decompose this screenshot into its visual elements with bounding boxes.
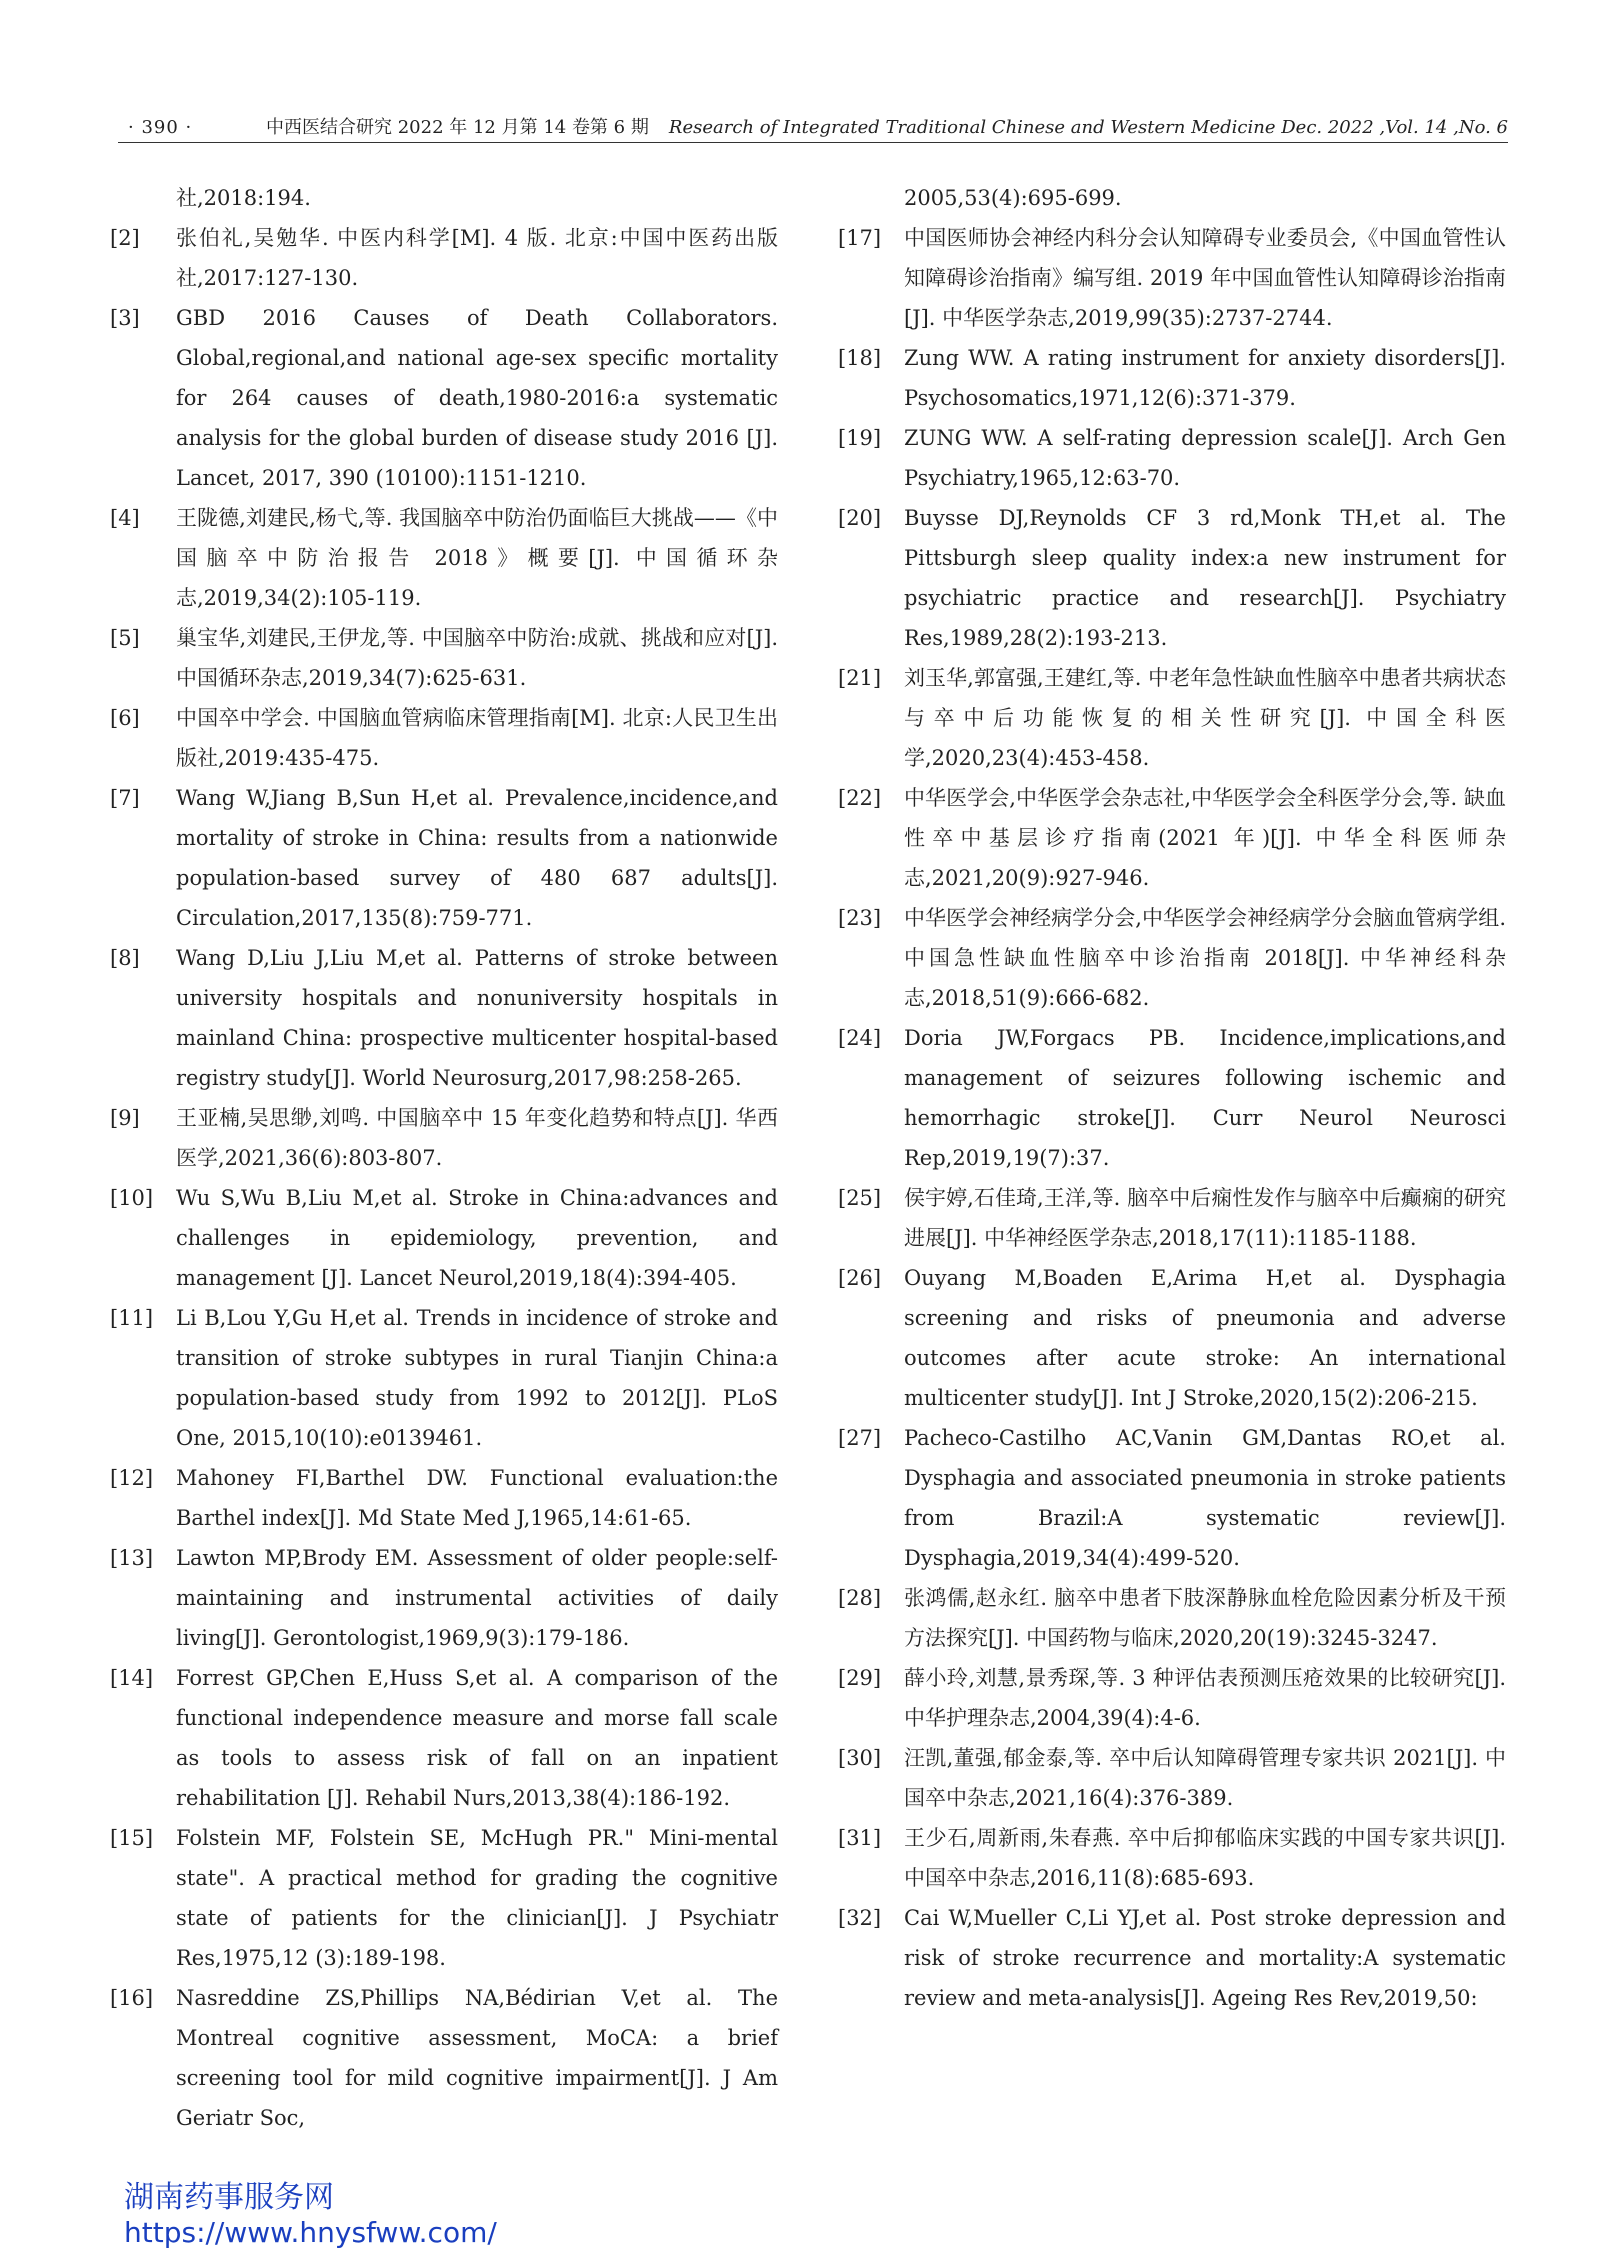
reference-item bbox=[838, 418, 1506, 498]
reference-text: 社,2018:194. bbox=[176, 186, 311, 210]
reference-text: 中国卒中学会. 中国脑血管病临床管理指南[M]. 北京:人民卫生出版社,2019:435-475. bbox=[176, 706, 778, 770]
reference-text: 张伯礼,吴勉华. 中医内科学[M]. 4 版. 北京:中国中医药出版社,2017:127-130. bbox=[176, 226, 778, 290]
reference-number: [16] bbox=[110, 1986, 154, 2010]
reference-item bbox=[838, 1898, 1506, 2018]
reference-item bbox=[110, 1658, 778, 1818]
reference-text: Cai W,Mueller C,Li YJ,et al. Post stroke depression and risk of stroke recurrence and mortality:A systematic review and meta-analysis[J]. Ageing Res Rev,2019,50: bbox=[904, 1906, 1506, 2010]
reference-text: 侯宇婷,石佳琦,王洋,等. 脑卒中后痫性发作与脑卒中后癫痫的研究进展[J]. 中华神经医学杂志,2018,17(11):1185-1188. bbox=[904, 1186, 1506, 1250]
reference-text: Doria JW,Forgacs PB. Incidence,implications,and management of seizures following ischemic and hemorrhagic stroke[J]. Curr Neurol Neurosci Rep,2019,19(7):37. bbox=[904, 1026, 1506, 1170]
reference-text: 薛小玲,刘慧,景秀琛,等. 3 种评估表预测压疮效果的比较研究[J]. 中华护理杂志,2004,39(4):4-6. bbox=[904, 1666, 1506, 1730]
reference-number: [18] bbox=[838, 346, 882, 370]
reference-item bbox=[838, 1578, 1506, 1658]
reference-item bbox=[838, 898, 1506, 1018]
reference-item bbox=[838, 1258, 1506, 1418]
reference-item bbox=[838, 1818, 1506, 1898]
reference-number: [21] bbox=[838, 666, 882, 690]
reference-text: 中华医学会,中华医学会杂志社,中华医学会全科医学分会,等. 缺血性卒中基层诊疗指南(2021 年)[J]. 中华全科医师杂志,2021,20(9):927-946. bbox=[904, 786, 1506, 890]
reference-item bbox=[838, 1018, 1506, 1178]
reference-text: 王亚楠,吴思缈,刘鸣. 中国脑卒中 15 年变化趋势和特点[J]. 华西医学,2021,36(6):803-807. bbox=[176, 1106, 778, 1170]
reference-number: [5] bbox=[110, 626, 140, 650]
reference-text: 刘玉华,郭富强,王建红,等. 中老年急性缺血性脑卒中患者共病状态与卒中后功能恢复的相关性研究[J]. 中国全科医学,2020,23(4):453-458. bbox=[904, 666, 1506, 770]
reference-number: [3] bbox=[110, 306, 140, 330]
reference-item bbox=[110, 618, 778, 698]
reference-text: Wu S,Wu B,Liu M,et al. Stroke in China:advances and challenges in epidemiology, prevention, and management [J]. Lancet Neurol,2019,18(4):394-405. bbox=[176, 1186, 778, 1290]
reference-number: [31] bbox=[838, 1826, 882, 1850]
reference-number: [15] bbox=[110, 1826, 154, 1850]
reference-text: Mahoney FI,Barthel DW. Functional evaluation:the Barthel index[J]. Md State Med J,1965,14:61-65. bbox=[176, 1466, 778, 1530]
reference-item bbox=[110, 1458, 778, 1538]
reference-number: [8] bbox=[110, 946, 140, 970]
reference-number: [26] bbox=[838, 1266, 882, 1290]
reference-number: [17] bbox=[838, 226, 882, 250]
reference-text: Nasreddine ZS,Phillips NA,Bédirian V,et al. The Montreal cognitive assessment, MoCA: a brief screening tool for mild cognitive impairment[J]. J Am Geriatr Soc, bbox=[176, 1986, 778, 2130]
reference-number: [25] bbox=[838, 1186, 882, 1210]
reference-item bbox=[110, 1538, 778, 1658]
reference-item bbox=[110, 218, 778, 298]
reference-text: 王少石,周新雨,朱春燕. 卒中后抑郁临床实践的中国专家共识[J]. 中国卒中杂志,2016,11(8):685-693. bbox=[904, 1826, 1506, 1890]
reference-item bbox=[110, 1818, 778, 1978]
reference-item bbox=[110, 1178, 778, 1298]
reference-text: ZUNG WW. A self-rating depression scale[J]. Arch Gen Psychiatry,1965,12:63-70. bbox=[904, 426, 1506, 490]
reference-item bbox=[110, 1098, 778, 1178]
reference-item bbox=[110, 698, 778, 778]
reference-text: Pacheco-Castilho AC,Vanin GM,Dantas RO,et al. Dysphagia and associated pneumonia in stroke patients from Brazil:A systematic review[J]. Dysphagia,2019,34(4):499-520. bbox=[904, 1426, 1506, 1570]
reference-text: 巢宝华,刘建民,王伊龙,等. 中国脑卒中防治:成就、挑战和应对[J]. 中国循环杂志,2019,34(7):625-631. bbox=[176, 626, 778, 690]
watermark[interactable] bbox=[124, 2180, 497, 2250]
reference-number: [30] bbox=[838, 1746, 882, 1770]
reference-item bbox=[110, 298, 778, 498]
reference-item bbox=[838, 658, 1506, 778]
reference-text: Wang D,Liu J,Liu M,et al. Patterns of stroke between university hospitals and nonuniversity hospitals in mainland China: prospective multicenter hospital-based registry study[J]. World Neurosurg,2017,98:258-265. bbox=[176, 946, 778, 1090]
reference-number: [13] bbox=[110, 1546, 154, 1570]
reference-text: Lawton MP,Brody EM. Assessment of older people:self-maintaining and instrumental activities of daily living[J]. Gerontologist,1969,9(3):179-186. bbox=[176, 1546, 778, 1650]
reference-item bbox=[838, 338, 1506, 418]
reference-text: 汪凯,董强,郁金泰,等. 卒中后认知障碍管理专家共识 2021[J]. 中国卒中杂志,2021,16(4):376-389. bbox=[904, 1746, 1506, 1810]
reference-number: [14] bbox=[110, 1666, 154, 1690]
reference-text: Li B,Lou Y,Gu H,et al. Trends in incidence of stroke and transition of stroke subtypes in rural Tianjin China:a population-based study from 1992 to 2012[J]. PLoS One, 2015,10(10):e0139461. bbox=[176, 1306, 778, 1450]
reference-number: [11] bbox=[110, 1306, 154, 1330]
reference-number: [4] bbox=[110, 506, 140, 530]
reference-item bbox=[110, 778, 778, 938]
running-header bbox=[118, 112, 1508, 143]
reference-item bbox=[110, 178, 778, 218]
journal-title-en: Research of Integrated Traditional Chinese and Western Medicine Dec. 2022 ,Vol. 14 ,No. 6 bbox=[668, 117, 1508, 138]
reference-number: [12] bbox=[110, 1466, 154, 1490]
reference-text: Forrest GP,Chen E,Huss S,et al. A comparison of the functional independence measure and morse fall scale as tools to assess risk of fall on an inpatient rehabilitation [J]. Rehabil Nurs,2013,38(4):186-192. bbox=[176, 1666, 778, 1810]
reference-list-right bbox=[838, 178, 1506, 2018]
reference-number: [7] bbox=[110, 786, 140, 810]
reference-item bbox=[110, 1978, 778, 2138]
reference-text: 2005,53(4):695-699. bbox=[904, 186, 1122, 210]
reference-number: [2] bbox=[110, 226, 140, 250]
reference-item bbox=[110, 1298, 778, 1458]
reference-number: [32] bbox=[838, 1906, 882, 1930]
reference-number: [22] bbox=[838, 786, 882, 810]
reference-number: [27] bbox=[838, 1426, 882, 1450]
watermark-url-link[interactable]: https://www.hnysfww.com/ bbox=[124, 2216, 497, 2249]
reference-number: [9] bbox=[110, 1106, 140, 1130]
reference-item bbox=[110, 938, 778, 1098]
reference-item bbox=[838, 498, 1506, 658]
reference-item bbox=[110, 498, 778, 618]
reference-number: [23] bbox=[838, 906, 882, 930]
reference-item bbox=[838, 1738, 1506, 1818]
journal-title-cn: 中西医结合研究 2022 年 12 月第 14 卷第 6 期 bbox=[266, 117, 649, 138]
watermark-site-name: 湖南药事服务网 bbox=[124, 2180, 334, 2215]
reference-number: [6] bbox=[110, 706, 140, 730]
reference-text: 中华医学会神经病学分会,中华医学会神经病学分会脑血管病学组. 中国急性缺血性脑卒中诊治指南 2018[J]. 中华神经科杂志,2018,51(9):666-682. bbox=[904, 906, 1506, 1010]
reference-text: 王陇德,刘建民,杨弋,等. 我国脑卒中防治仍面临巨大挑战——《中国脑卒中防治报告 2018》概要[J]. 中国循环杂志,2019,34(2):105-119. bbox=[176, 506, 778, 610]
reference-list-left bbox=[110, 178, 778, 2138]
reference-text: 张鸿儒,赵永红. 脑卒中患者下肢深静脉血栓危险因素分析及干预方法探究[J]. 中国药物与临床,2020,20(19):3245-3247. bbox=[904, 1586, 1506, 1650]
reference-text: Buysse DJ,Reynolds CF 3 rd,Monk TH,et al. The Pittsburgh sleep quality index:a new instrument for psychiatric practice and research[J]. Psychiatry Res,1989,28(2):193-213. bbox=[904, 506, 1506, 650]
reference-item bbox=[838, 1658, 1506, 1738]
reference-number: [28] bbox=[838, 1586, 882, 1610]
reference-number: [10] bbox=[110, 1186, 154, 1210]
reference-number: [29] bbox=[838, 1666, 882, 1690]
reference-text: GBD 2016 Causes of Death Collaborators. Global,regional,and national age-sex specific mortality for 264 causes of death,1980-2016:a systematic analysis for the global burden of disease study 2016 [J]. Lancet, 2017, 390 (10100):1151-1210. bbox=[176, 306, 778, 490]
reference-item bbox=[838, 1418, 1506, 1578]
reference-item bbox=[838, 178, 1506, 218]
reference-number: [24] bbox=[838, 1026, 882, 1050]
page-number: · 390 · bbox=[128, 117, 193, 138]
reference-text: 中国医师协会神经内科分会认知障碍专业委员会,《中国血管性认知障碍诊治指南》编写组. 2019 年中国血管性认知障碍诊治指南[J]. 中华医学杂志,2019,99(35):2737-2744. bbox=[904, 226, 1506, 330]
reference-item bbox=[838, 218, 1506, 338]
reference-text: Zung WW. A rating instrument for anxiety disorders[J]. Psychosomatics,1971,12(6):371-379. bbox=[904, 346, 1506, 410]
reference-item bbox=[838, 1178, 1506, 1258]
reference-text: Folstein MF, Folstein SE, McHugh PR." Mini-mental state". A practical method for grading the cognitive state of patients for the clinician[J]. J Psychiatr Res,1975,12 (3):189-198. bbox=[176, 1826, 778, 1970]
reference-number: [19] bbox=[838, 426, 882, 450]
reference-number: [20] bbox=[838, 506, 882, 530]
reference-item bbox=[838, 778, 1506, 898]
reference-text: Ouyang M,Boaden E,Arima H,et al. Dysphagia screening and risks of pneumonia and adverse outcomes after acute stroke: An international multicenter study[J]. Int J Stroke,2020,15(2):206-215. bbox=[904, 1266, 1506, 1410]
reference-text: Wang W,Jiang B,Sun H,et al. Prevalence,incidence,and mortality of stroke in China: results from a nationwide population-based survey of 480 687 adults[J]. Circulation,2017,135(8):759-771. bbox=[176, 786, 778, 930]
